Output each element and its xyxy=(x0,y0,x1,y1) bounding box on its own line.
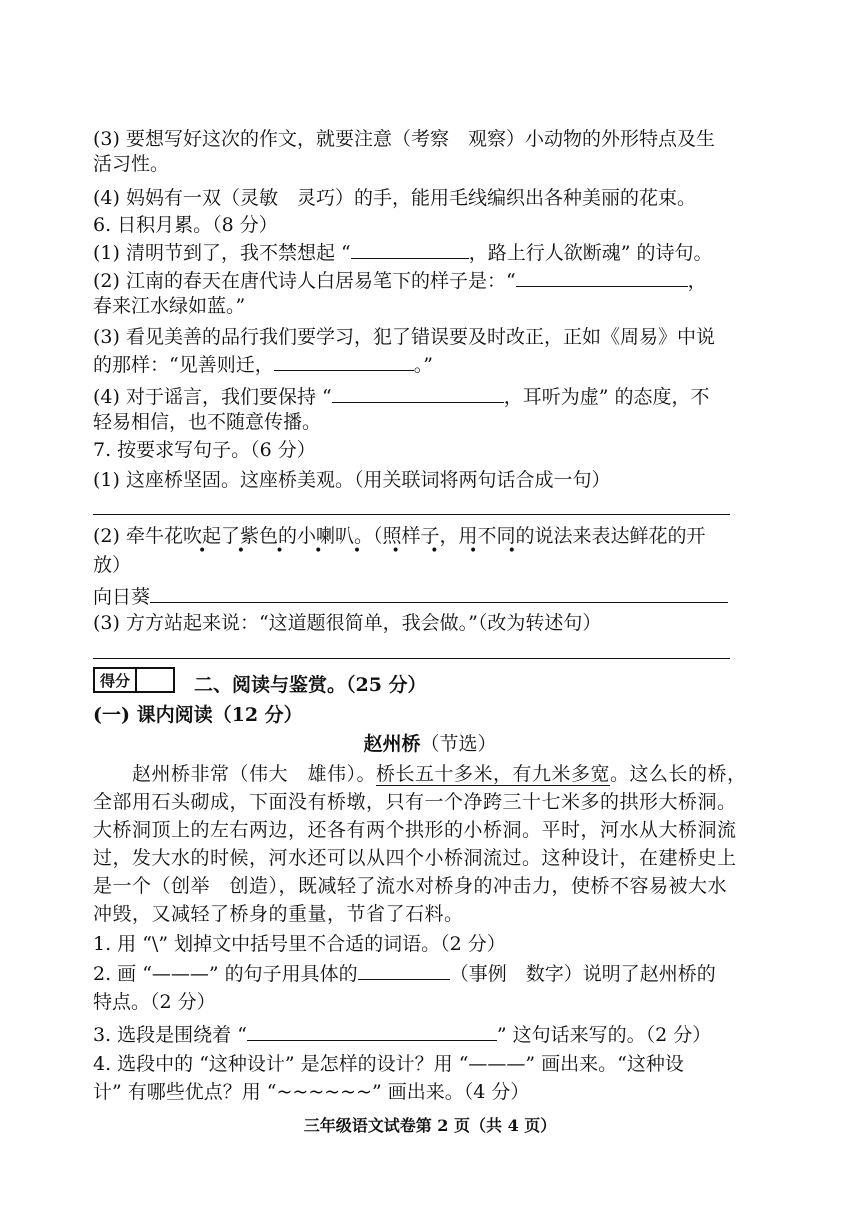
question-2-text-b: （事例 数字）说明了赵州桥的 xyxy=(449,963,716,985)
q5-item3-line2: 活习性。 xyxy=(93,153,170,175)
q7-item3-answer-line[interactable] xyxy=(93,658,730,659)
passage-underlined-sentence: 桥长五十多米，有九米多宽 xyxy=(376,763,611,785)
q6-item4-text-b: ，耳听为虚” 的态度，不 xyxy=(503,386,710,408)
q5-item4: (4) 妈妈有一双（灵敏 灵巧）的手，能用毛线编织出各种美丽的花束。 xyxy=(93,187,696,209)
q6-heading: 6. 日积月累。（8 分） xyxy=(93,214,278,236)
question-2-blank[interactable] xyxy=(358,961,450,980)
q6-item2-text-b: ， xyxy=(687,270,707,292)
passage-line-3: 大桥洞顶上的左右两边，还各有两个拱形的小桥洞。平时，河水从大桥洞流 xyxy=(93,819,737,841)
q6-item4-text-a: (4) 对于谣言，我们要保持 “ xyxy=(93,386,332,408)
question-1: 1. 用 “\” 划掉文中括号里不合适的词语。（2 分） xyxy=(93,933,506,955)
q6-item1-text-a: (1) 清明节到了，我不禁想起 “ xyxy=(93,242,351,264)
q6-item1-blank[interactable] xyxy=(351,240,469,259)
q6-item2-blank[interactable] xyxy=(516,268,688,287)
q7-item2-line2: 放） xyxy=(93,554,132,576)
emphasis-dots: • • • • • • • • • xyxy=(198,543,529,559)
q6-item4-line2: 轻易相信，也不随意传播。 xyxy=(93,411,322,433)
passage-line-4: 过，发大水的时候，河水还可以从四个小桥洞流过。这种设计，在建桥史上 xyxy=(93,847,737,869)
q5-item3-line1: (3) 要想写好这次的作文，就要注意（考察 观察）小动物的外形特点及生 xyxy=(93,128,715,150)
score-box xyxy=(93,667,175,693)
q7-item2-answer xyxy=(93,584,728,609)
q6-item3-text-b: 。” xyxy=(413,354,433,376)
question-2 xyxy=(93,961,716,986)
question-3-blank[interactable] xyxy=(247,1022,497,1041)
passage-l1-b: 。这么长的桥， xyxy=(610,763,747,785)
q6-item1-text-b: ，路上行人欲断魂” 的诗句。 xyxy=(468,242,713,264)
q7-heading: 7. 按要求写句子。（6 分） xyxy=(93,439,316,461)
passage-line-2: 全部用石头砌成，下面没有桥墩，只有一个净跨三十七米多的拱形大桥洞。 xyxy=(93,791,737,813)
section2-sub-heading: (一) 课内阅读（12 分） xyxy=(93,704,303,726)
q6-item3-line1: (3) 看见美善的品行我们要学习，犯了错误要及时改正，正如《周易》中说 xyxy=(93,326,715,348)
score-field[interactable] xyxy=(137,669,173,691)
q6-item4 xyxy=(93,384,709,409)
q6-item3-blank[interactable] xyxy=(274,352,414,371)
q6-item4-blank[interactable] xyxy=(332,384,504,403)
q6-item3-text-a: 的那样：“见善则迁， xyxy=(93,354,274,376)
question-4-line2: 计” 有哪些优点？用 “~~~~~~” 画出来。（4 分） xyxy=(93,1081,530,1103)
passage-title-note: （节选） xyxy=(420,733,497,755)
passage-line-6: 冲毁，又减轻了桥身的重量，节省了石料。 xyxy=(93,903,464,925)
score-label: 得分 xyxy=(95,669,137,691)
q6-item1 xyxy=(93,240,712,265)
passage-line-1 xyxy=(93,762,747,786)
q6-item2-line2: 春来江水绿如蓝。” xyxy=(93,295,246,317)
question-2-text-a: 2. 画 “———” 的句子用具体的 xyxy=(93,963,358,985)
passage-title-row xyxy=(0,732,860,756)
passage-line-5: 是一个（创举 创造），既减轻了流水对桥身的冲击力，使桥不容易被大水 xyxy=(93,875,728,897)
q7-item2-prefix: 向日葵 xyxy=(93,586,151,608)
question-2-line2: 特点。（2 分） xyxy=(93,991,216,1013)
passage-title: 赵州桥 xyxy=(363,733,421,755)
page-footer: 三年级语文试卷第 2 页（共 4 页） xyxy=(303,1116,557,1135)
q7-item3: (3) 方方站起来说：“这道题很简单，我会做。”（改为转述句） xyxy=(93,612,602,634)
section2-heading: 二、阅读与鉴赏。（25 分） xyxy=(194,674,427,696)
q7-item1-answer-line[interactable] xyxy=(93,514,730,515)
question-4-line1: 4. 选段中的 “这种设计” 是怎样的设计？用 “———” 画出来。“这种设 xyxy=(93,1053,684,1075)
q7-item2-line1: (2) 牵牛花吹起了紫色的小喇叭。（照样子，用不同的说法来表达鲜花的开 xyxy=(93,525,706,547)
question-3-text-b: ” 这句话来写的。（2 分） xyxy=(496,1024,712,1046)
question-3-text-a: 3. 选段是围绕着 “ xyxy=(93,1024,247,1046)
q6-item3-line2 xyxy=(93,352,433,377)
q6-item2 xyxy=(93,268,707,293)
passage-l1-a: 赵州桥非常（伟大 雄伟）。 xyxy=(93,763,377,785)
question-3 xyxy=(93,1022,711,1047)
q7-item2-blank[interactable] xyxy=(150,584,728,603)
q7-item1: (1) 这座桥坚固。这座桥美观。（用关联词将两句话合成一句） xyxy=(93,469,611,491)
q6-item2-text-a: (2) 江南的春天在唐代诗人白居易笔下的样子是：“ xyxy=(93,270,516,292)
